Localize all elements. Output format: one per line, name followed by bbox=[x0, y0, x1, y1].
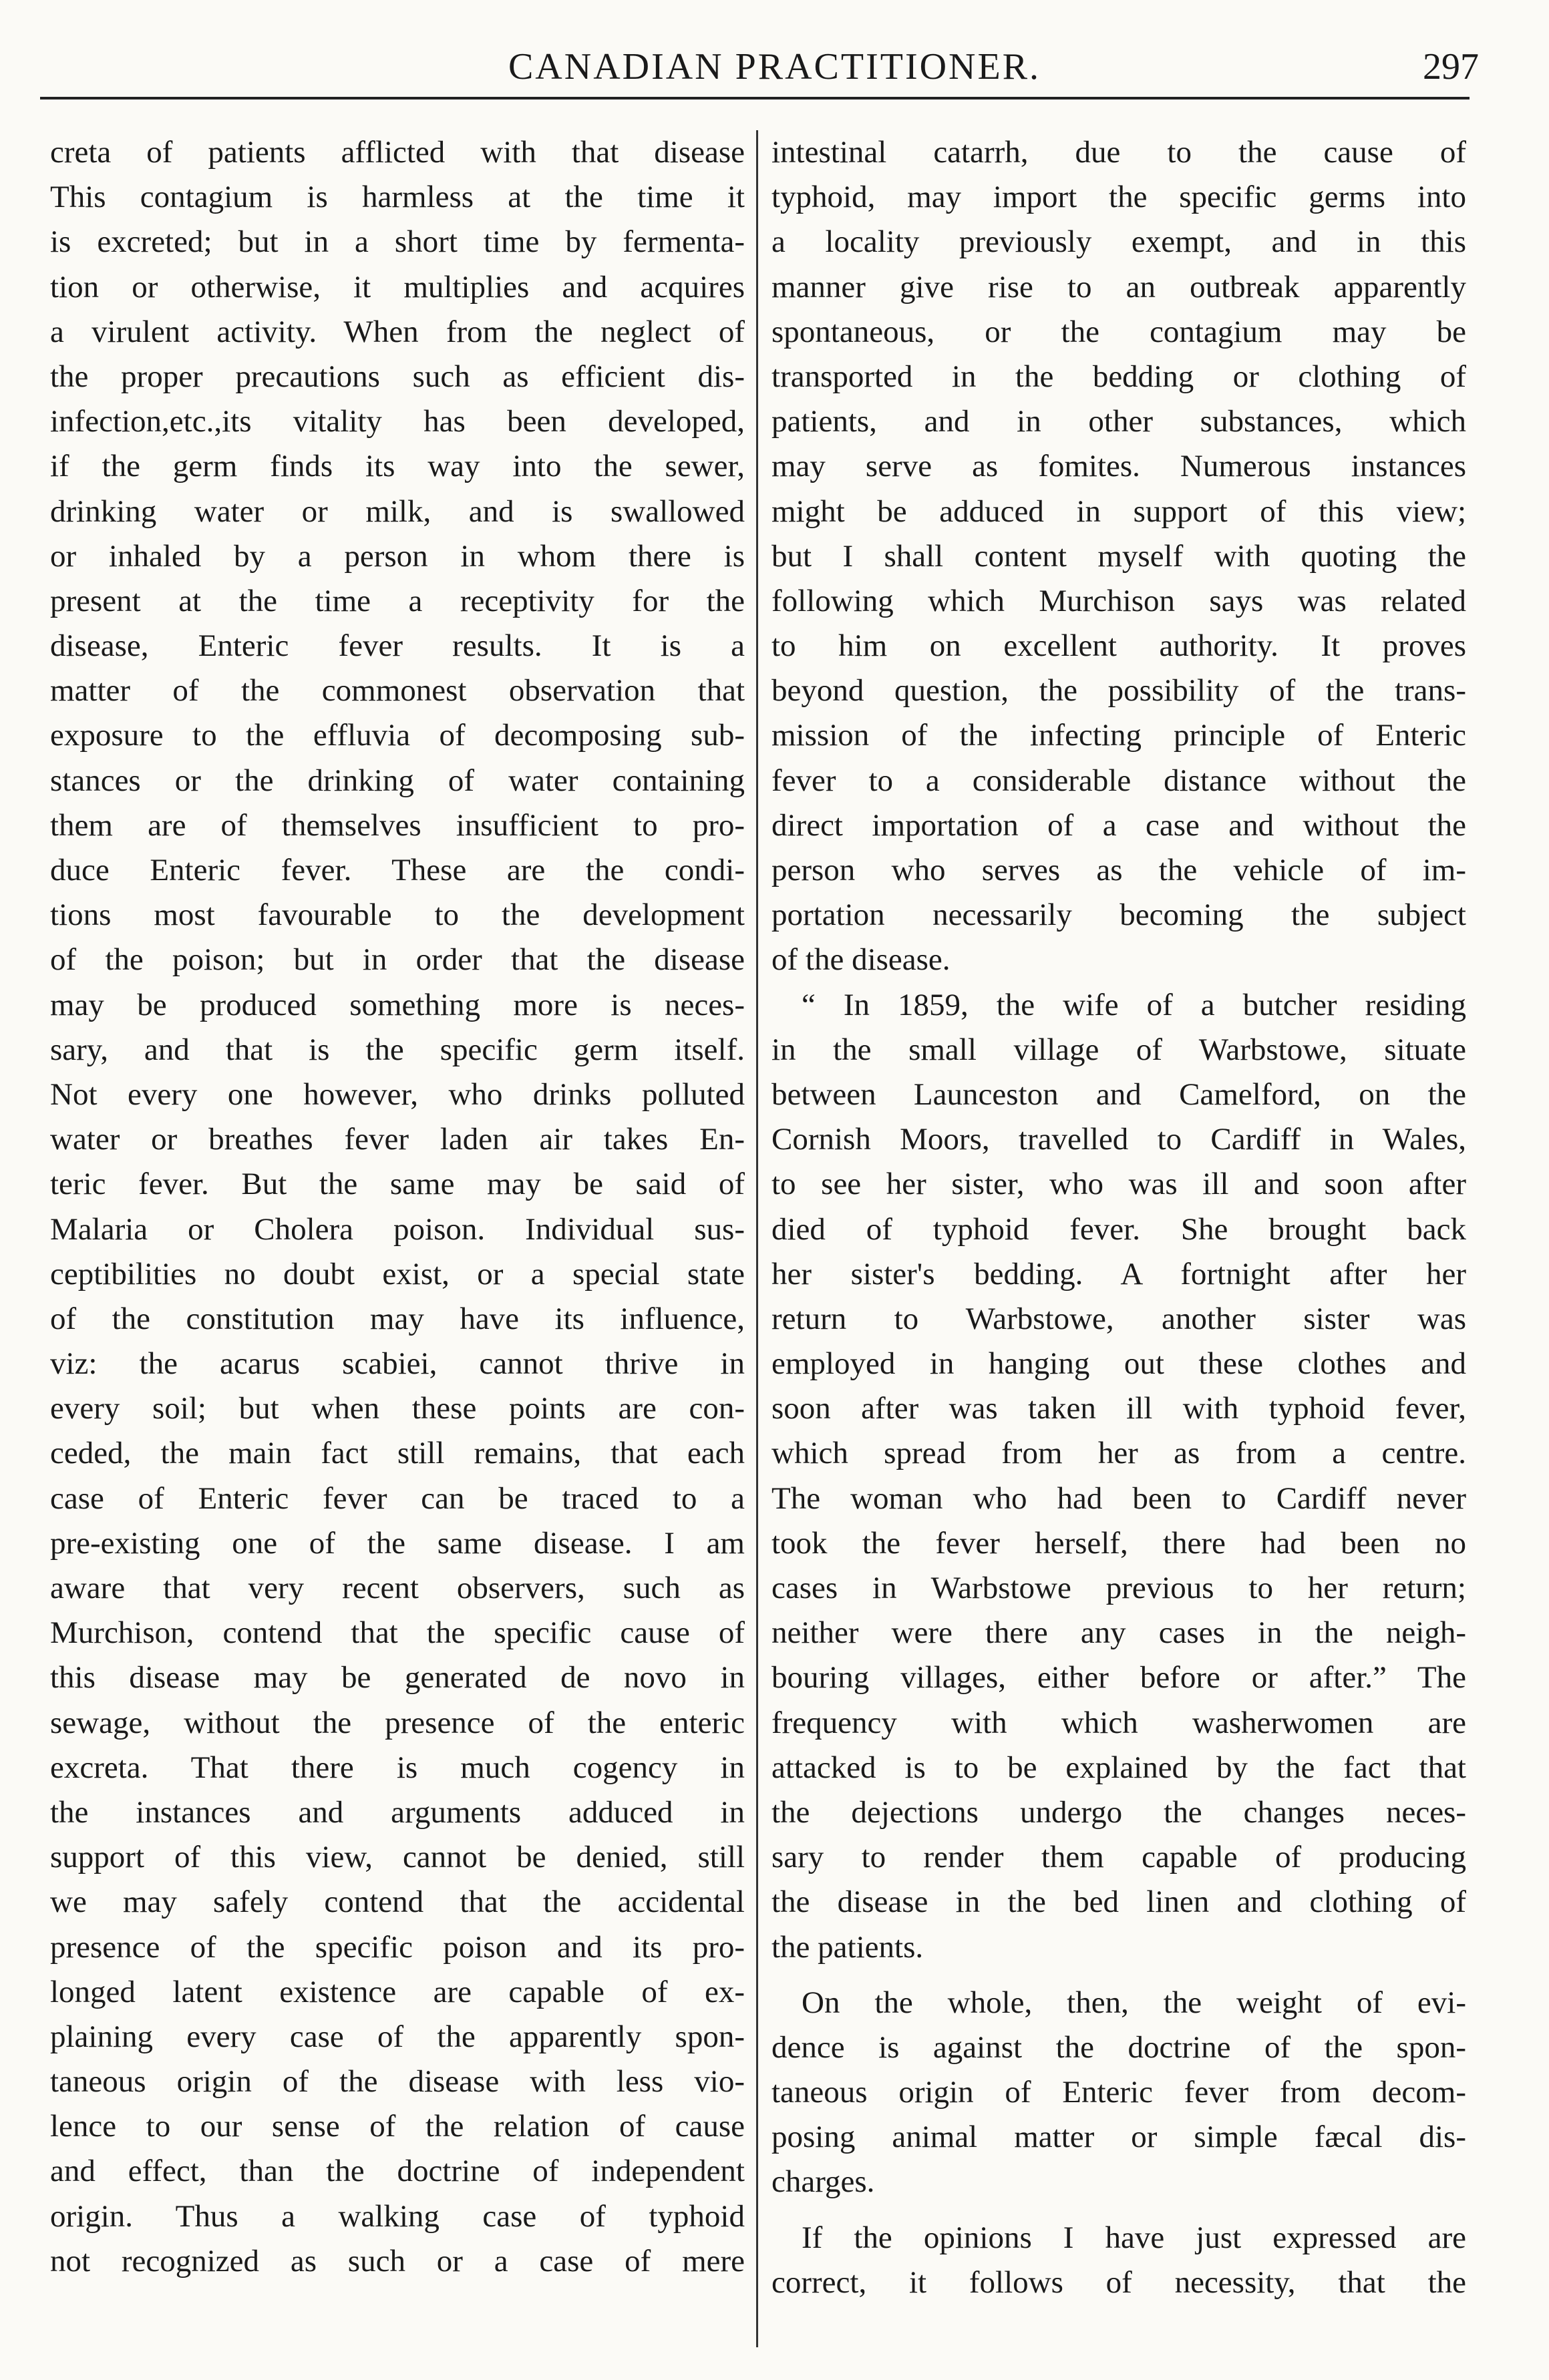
text-line: origin. Thus a walking case of typhoid bbox=[50, 2198, 745, 2234]
text-line: to see her sister, who was ill and soon after bbox=[771, 1167, 1466, 1202]
text-line: teric fever. But the same may be said of bbox=[50, 1167, 745, 1202]
text-line: fever to a considerable distance without the bbox=[771, 763, 1466, 798]
text-line: The woman who had been to Cardiff never bbox=[771, 1480, 1466, 1516]
text-line: Cornish Moors, travelled to Cardiff in Wales, bbox=[771, 1122, 1466, 1157]
running-title: CANADIAN PRACTITIONER. bbox=[508, 46, 1041, 87]
text-line: may serve as fomites. Numerous instances bbox=[771, 449, 1466, 484]
text-line: took the fever herself, there had been no bbox=[771, 1525, 1466, 1561]
text-line: not recognized as such or a case of mere bbox=[50, 2243, 745, 2278]
text-line: charges. bbox=[771, 2164, 875, 2200]
text-line: them are of themselves insufficient to pro- bbox=[50, 807, 745, 843]
text-line: aware that very recent observers, such as bbox=[50, 1571, 745, 1605]
text-line: if the germ finds its way into the sewer, bbox=[50, 449, 745, 484]
text-line: patients, and in other substances, which bbox=[771, 404, 1466, 439]
text-line: Not every one however, who drinks polluted bbox=[50, 1076, 745, 1112]
text-line: bouring villages, either before or after.” The bbox=[771, 1660, 1466, 1696]
text-line: of the poison; but in order that the disease bbox=[50, 942, 745, 978]
text-line: we may safely contend that the accidental bbox=[50, 1885, 745, 1920]
text-line: the patients. bbox=[771, 1929, 924, 1965]
text-line: between Launceston and Camelford, on the bbox=[771, 1076, 1466, 1112]
text-line: tion or otherwise, it multiplies and acquires bbox=[50, 269, 745, 305]
text-line: taneous origin of Enteric fever from decom- bbox=[771, 2075, 1466, 2110]
text-line: excreta. That there is much cogency in bbox=[50, 1750, 745, 1785]
text-line: cases in Warbstowe previous to her return; bbox=[771, 1571, 1466, 1605]
text-line: to him on excellent authority. It proves bbox=[771, 628, 1466, 664]
text-line: ceded, the main fact still remains, that each bbox=[50, 1436, 745, 1471]
text-line: every soil; but when these points are con- bbox=[50, 1391, 745, 1426]
text-line: matter of the commonest observation that bbox=[50, 673, 745, 709]
text-line: the instances and arguments adduced in bbox=[50, 1794, 745, 1830]
text-line: longed latent existence are capable of ex- bbox=[50, 1974, 745, 2009]
text-line: manner give rise to an outbreak apparently bbox=[771, 269, 1466, 305]
right-column bbox=[771, 130, 1466, 2354]
text-line: but I shall content myself with quoting the bbox=[771, 538, 1466, 574]
text-line: employed in hanging out these clothes and bbox=[771, 1346, 1466, 1382]
text-line: the disease in the bed linen and clothing of bbox=[771, 1885, 1466, 1920]
text-line: of the constitution may have its influence, bbox=[50, 1301, 745, 1336]
text-line: following which Murchison says was related bbox=[771, 583, 1466, 618]
text-line: the dejections undergo the changes neces- bbox=[771, 1794, 1466, 1830]
text-line: direct importation of a case and without the bbox=[771, 807, 1466, 843]
text-line: This contagium is harmless at the time it bbox=[50, 180, 745, 215]
text-line: mission of the infecting principle of Enteric bbox=[771, 718, 1466, 753]
text-line: present at the time a receptivity for the bbox=[50, 583, 745, 618]
header-rule bbox=[40, 97, 1470, 100]
text-line: a locality previously exempt, and in this bbox=[771, 224, 1466, 260]
text-line: sewage, without the presence of the enteric bbox=[50, 1705, 745, 1740]
text-line: dence is against the doctrine of the spon- bbox=[771, 2029, 1466, 2065]
text-line: intestinal catarrh, due to the cause of bbox=[771, 135, 1466, 170]
text-line: or inhaled by a person in whom there is bbox=[50, 538, 745, 574]
text-line: pre-existing one of the same disease. I am bbox=[50, 1525, 745, 1561]
text-line: portation necessarily becoming the subject bbox=[771, 898, 1466, 933]
text-line: stances or the drinking of water containing bbox=[50, 763, 745, 798]
text-line: a virulent activity. When from the neglect of bbox=[50, 314, 745, 349]
text-line: If the opinions I have just expressed are bbox=[802, 2220, 1466, 2255]
text-line: duce Enteric fever. These are the condi- bbox=[50, 853, 745, 887]
text-line: soon after was taken ill with typhoid fever, bbox=[771, 1391, 1466, 1426]
page-number: 297 bbox=[1423, 46, 1479, 87]
text-line: which spread from her as from a centre. bbox=[771, 1436, 1466, 1471]
text-line: of the disease. bbox=[771, 942, 951, 978]
text-line: ceptibilities no doubt exist, or a special state bbox=[50, 1256, 745, 1292]
text-line: Murchison, contend that the specific cause of bbox=[50, 1615, 745, 1651]
text-line: Malaria or Cholera poison. Individual sus- bbox=[50, 1211, 745, 1247]
text-line: tions most favourable to the development bbox=[50, 898, 745, 933]
text-line: plaining every case of the apparently spon- bbox=[50, 2019, 745, 2054]
text-line: taneous origin of the disease with less vio- bbox=[50, 2064, 745, 2100]
text-line: case of Enteric fever can be traced to a bbox=[50, 1480, 745, 1516]
text-line: died of typhoid fever. She brought back bbox=[771, 1211, 1466, 1247]
text-line: her sister's bedding. A fortnight after her bbox=[771, 1256, 1466, 1292]
text-line: lence to our sense of the relation of cause bbox=[50, 2109, 745, 2144]
text-line: viz: the acarus scabiei, cannot thrive in bbox=[50, 1346, 745, 1382]
text-line: support of this view, cannot be denied, still bbox=[50, 1840, 745, 1875]
text-line: spontaneous, or the contagium may be bbox=[771, 314, 1466, 349]
text-line: “ In 1859, the wife of a butcher residing bbox=[802, 987, 1466, 1022]
column-divider bbox=[756, 130, 758, 2347]
text-line: attacked is to be explained by the fact that bbox=[771, 1750, 1466, 1785]
text-line: in the small village of Warbstowe, situate bbox=[771, 1032, 1466, 1067]
text-line: water or breathes fever laden air takes En- bbox=[50, 1122, 745, 1157]
left-column bbox=[50, 130, 745, 2354]
text-line: correct, it follows of necessity, that the bbox=[771, 2264, 1466, 2300]
text-line: infection,etc.,its vitality has been developed, bbox=[50, 404, 745, 439]
text-line: creta of patients afflicted with that disease bbox=[50, 135, 745, 170]
text-line: disease, Enteric fever results. It is a bbox=[50, 628, 745, 664]
text-line: and effect, than the doctrine of independent bbox=[50, 2154, 745, 2189]
text-line: person who serves as the vehicle of im- bbox=[771, 853, 1466, 887]
text-line: might be adduced in support of this view; bbox=[771, 493, 1466, 529]
text-line: transported in the bedding or clothing of bbox=[771, 359, 1466, 394]
text-line: this disease may be generated de novo in bbox=[50, 1660, 745, 1696]
text-line: sary, and that is the specific germ itself. bbox=[50, 1032, 745, 1067]
text-line: presence of the specific poison and its pro- bbox=[50, 1929, 745, 1965]
text-line: drinking water or milk, and is swallowed bbox=[50, 493, 745, 529]
text-line: return to Warbstowe, another sister was bbox=[771, 1301, 1466, 1336]
text-line: sary to render them capable of producing bbox=[771, 1840, 1466, 1875]
text-line: posing animal matter or simple fæcal dis- bbox=[771, 2120, 1466, 2155]
text-line: exposure to the effluvia of decomposing sub- bbox=[50, 718, 745, 753]
text-line: frequency with which washerwomen are bbox=[771, 1705, 1466, 1740]
text-line: is excreted; but in a short time by fermenta- bbox=[50, 224, 745, 260]
text-line: beyond question, the possibility of the trans- bbox=[771, 673, 1466, 709]
text-line: the proper precautions such as efficient dis- bbox=[50, 359, 745, 394]
page-header bbox=[0, 27, 1549, 100]
text-line: On the whole, then, the weight of evi- bbox=[802, 1985, 1466, 2020]
text-line: may be produced something more is neces- bbox=[50, 987, 745, 1022]
text-line: neither were there any cases in the neigh- bbox=[771, 1615, 1466, 1651]
text-line: typhoid, may import the specific germs into bbox=[771, 180, 1466, 215]
